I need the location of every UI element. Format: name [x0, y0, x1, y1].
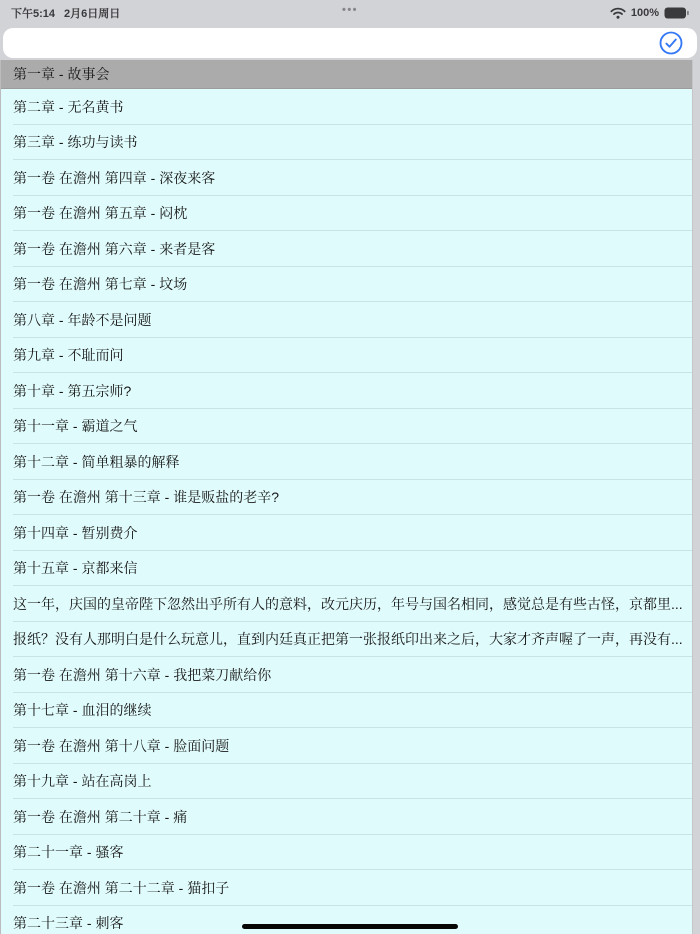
chapter-title: 报纸？没有人那明白是什么玩意儿，直到内廷真正把第一张报纸印出来之后，大家才齐声喔了一声，再没有...: [13, 631, 683, 648]
chapter-title: 第二章 - 无名黄书: [13, 98, 124, 115]
list-item[interactable]: [1, 60, 692, 89]
search-input[interactable]: [3, 28, 697, 58]
list-item[interactable]: [1, 444, 692, 480]
list-item[interactable]: [1, 551, 692, 587]
list-item[interactable]: [1, 302, 692, 338]
list-item[interactable]: [1, 373, 692, 409]
list-item[interactable]: [1, 693, 692, 729]
chapter-title: 第一卷 在澹州 第十八章 - 脸面问题: [13, 737, 230, 754]
battery-icon: [664, 7, 689, 19]
chapter-title: 第十章 - 第五宗师?: [13, 382, 132, 399]
list-item[interactable]: [1, 160, 692, 196]
list-item[interactable]: [1, 870, 692, 906]
chapter-title: 第十四章 - 暂别费介: [13, 524, 138, 541]
chapter-title: 第九章 - 不耻而问: [13, 347, 124, 364]
chapter-title: 第一卷 在澹州 第四章 - 深夜来客: [13, 169, 216, 186]
wifi-icon: [610, 7, 626, 19]
list-item[interactable]: [1, 657, 692, 693]
chapter-title: 第八章 - 年龄不是问题: [13, 311, 152, 328]
chapter-title: 第一卷 在澹州 第五章 - 闷枕: [13, 205, 188, 222]
chapter-title: 第三章 - 练功与读书: [13, 134, 138, 151]
chapter-title: 第十九章 - 站在高岗上: [13, 773, 152, 790]
list-item[interactable]: [1, 799, 692, 835]
chapter-title: 第一卷 在澹州 第二十章 - 痛: [13, 808, 188, 825]
list-item[interactable]: [1, 586, 692, 622]
status-left: [11, 5, 120, 21]
chapter-list: [0, 60, 693, 934]
list-item[interactable]: [1, 231, 692, 267]
chapter-title: 第十七章 - 血泪的继续: [13, 702, 152, 719]
list-item[interactable]: [1, 835, 692, 871]
chapter-title: 第十二章 - 简单粗暴的解释: [13, 453, 180, 470]
status-time: 下午5:14: [11, 8, 56, 20]
battery-percent: 100%: [630, 7, 659, 19]
multitasking-dots-icon: •••: [341, 4, 359, 16]
list-item[interactable]: [1, 622, 692, 658]
chapter-title: 第十五章 - 京都来信: [13, 560, 138, 577]
status-date: 2月6日周日: [64, 8, 121, 20]
list-item[interactable]: [1, 906, 692, 934]
chapter-title: 第一章 - 故事会: [13, 66, 110, 82]
status-bar: [0, 0, 700, 26]
chapter-title: 第二十一章 - 骚客: [13, 844, 124, 861]
status-right: [610, 7, 689, 19]
chapter-title: 第一卷 在澹州 第十三章 - 谁是贩盐的老辛?: [13, 489, 280, 506]
list-item[interactable]: [1, 338, 692, 374]
list-item[interactable]: [1, 728, 692, 764]
list-item[interactable]: [1, 515, 692, 551]
chapter-title: 这一年，庆国的皇帝陛下忽然出乎所有人的意料，改元庆历，年号与国名相同，感觉总是有些古怪，京都里...: [13, 595, 683, 612]
chapter-title: 第一卷 在澹州 第十六章 - 我把菜刀献给你: [13, 666, 272, 683]
chapter-title: 第十一章 - 霸道之气: [13, 418, 138, 435]
chapter-title: 第一卷 在澹州 第六章 - 来者是客: [13, 240, 216, 257]
chapter-title: 第一卷 在澹州 第七章 - 坟场: [13, 276, 188, 293]
chapter-title: 第一卷 在澹州 第二十二章 - 猫扣子: [13, 879, 230, 896]
list-item[interactable]: [1, 196, 692, 232]
list-item[interactable]: [1, 764, 692, 800]
home-indicator[interactable]: [242, 924, 458, 930]
list-item[interactable]: [1, 480, 692, 516]
chapter-title: 第二十三章 - 刺客: [13, 915, 124, 932]
list-item[interactable]: [1, 89, 692, 125]
list-item[interactable]: [1, 267, 692, 303]
list-item[interactable]: [1, 125, 692, 161]
checkmark-circle-icon[interactable]: [658, 30, 684, 56]
search-bar: [3, 28, 697, 58]
list-item[interactable]: [1, 409, 692, 445]
